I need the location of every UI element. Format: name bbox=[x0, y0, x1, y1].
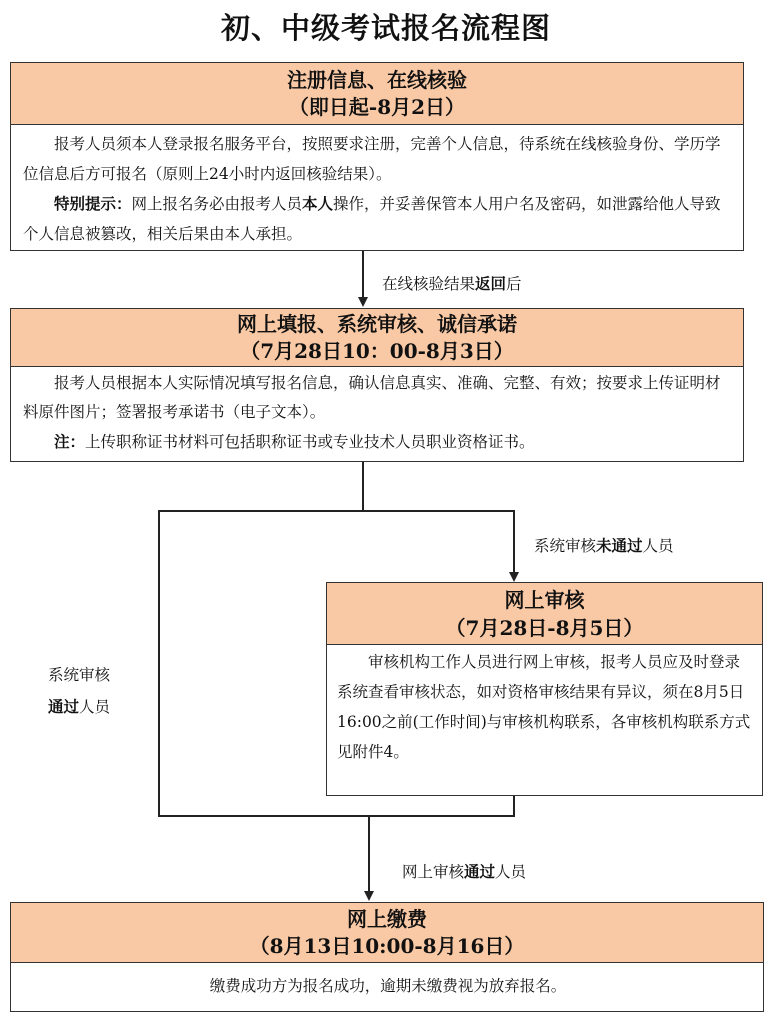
step-fill-body bbox=[11, 367, 743, 457]
pass-label bbox=[48, 660, 110, 723]
branch-bottom-horizontal bbox=[158, 815, 515, 817]
step-fill-header bbox=[11, 309, 743, 367]
step-register-header bbox=[11, 63, 743, 125]
pass-label-line2: 通过人员 bbox=[48, 697, 111, 716]
step-review-heading: 网上审核 bbox=[504, 588, 585, 612]
step-fill-box bbox=[10, 308, 744, 462]
arrow-head-3 bbox=[364, 891, 374, 901]
step-register-tip bbox=[23, 189, 733, 249]
step-review-body bbox=[327, 645, 762, 767]
connector-1-label: 在线核验结果返回后 bbox=[382, 274, 522, 293]
step-payment-box bbox=[10, 902, 764, 1012]
note-label: 注： bbox=[54, 432, 86, 451]
fail-label: 系统审核未通过人员 bbox=[534, 536, 674, 555]
pass-label-line1: 系统审核 bbox=[48, 666, 111, 684]
step-payment-header bbox=[11, 903, 763, 963]
tip-label: 特别提示： bbox=[54, 194, 132, 213]
step-review-box bbox=[326, 582, 763, 796]
branch-horizontal bbox=[158, 510, 515, 512]
step-register-heading: 注册信息、在线核验 bbox=[287, 68, 467, 92]
connector-3-label: 网上审核通过人员 bbox=[402, 862, 527, 881]
step-fill-note bbox=[23, 427, 733, 457]
step-payment-body bbox=[11, 963, 763, 1001]
step-fill-heading: 网上填报、系统审核、诚信承诺 bbox=[237, 312, 517, 336]
step-register-text: 报考人员须本人登录报名服务平台，按照要求注册，完善个人信息，待系统在线核验身份、学历学位信息后方可报名（原则上24小时内返回核验结果）。 bbox=[23, 135, 721, 183]
step-register-box bbox=[10, 62, 744, 251]
connector-3 bbox=[368, 817, 370, 893]
review-down bbox=[513, 796, 515, 817]
step-payment-text: 缴费成功方为报名成功，逾期未缴费视为放弃报名。 bbox=[209, 977, 567, 995]
step-payment-heading: 网上缴费 bbox=[347, 907, 427, 931]
step-fill-period: （7月28日10：00-8月3日） bbox=[240, 339, 514, 363]
arrow-head-1 bbox=[358, 297, 368, 307]
tip-text-bold: 本人 bbox=[302, 194, 334, 213]
step-review-text: 审核机构工作人员进行网上审核，报考人员应及时登录系统查看审核状态，如对资格审核结果有异议，须在8月5日16:00之前(工作时间)与审核机构联系，各审核机构联系方式见附件4。 bbox=[337, 653, 751, 761]
step-fill-text: 报考人员根据本人实际情况填写报名信息，确认信息真实、准确、完整、有效；按要求上传证明材料原件图片；签署报考承诺书（电子文本）。 bbox=[23, 374, 721, 421]
arrow-head-fail bbox=[509, 572, 519, 582]
step-register-period: （即日起-8月2日） bbox=[288, 95, 466, 119]
step-review-period: （7月28日-8月5日） bbox=[445, 616, 644, 640]
tip-text-a: 网上报名务必由报考人员 bbox=[131, 195, 303, 213]
branch-down bbox=[362, 462, 364, 511]
page-title: 初、中级考试报名流程图 bbox=[220, 11, 551, 45]
tip-text-b: 操作，并妥善保管本人用户名及密码，如泄露给他人导致个人信息被篡改，相关后果由本人承担。 bbox=[23, 195, 721, 243]
connector-1 bbox=[362, 251, 364, 299]
branch-left-down bbox=[158, 510, 160, 817]
step-review-header bbox=[327, 583, 762, 645]
step-register-body bbox=[11, 125, 743, 249]
step-payment-period: （8月13日10:00-8月16日） bbox=[249, 934, 525, 958]
note-text: 上传职称证书材料可包括职称证书或专业技术人员职业资格证书。 bbox=[85, 433, 535, 451]
branch-right-down bbox=[513, 510, 515, 574]
